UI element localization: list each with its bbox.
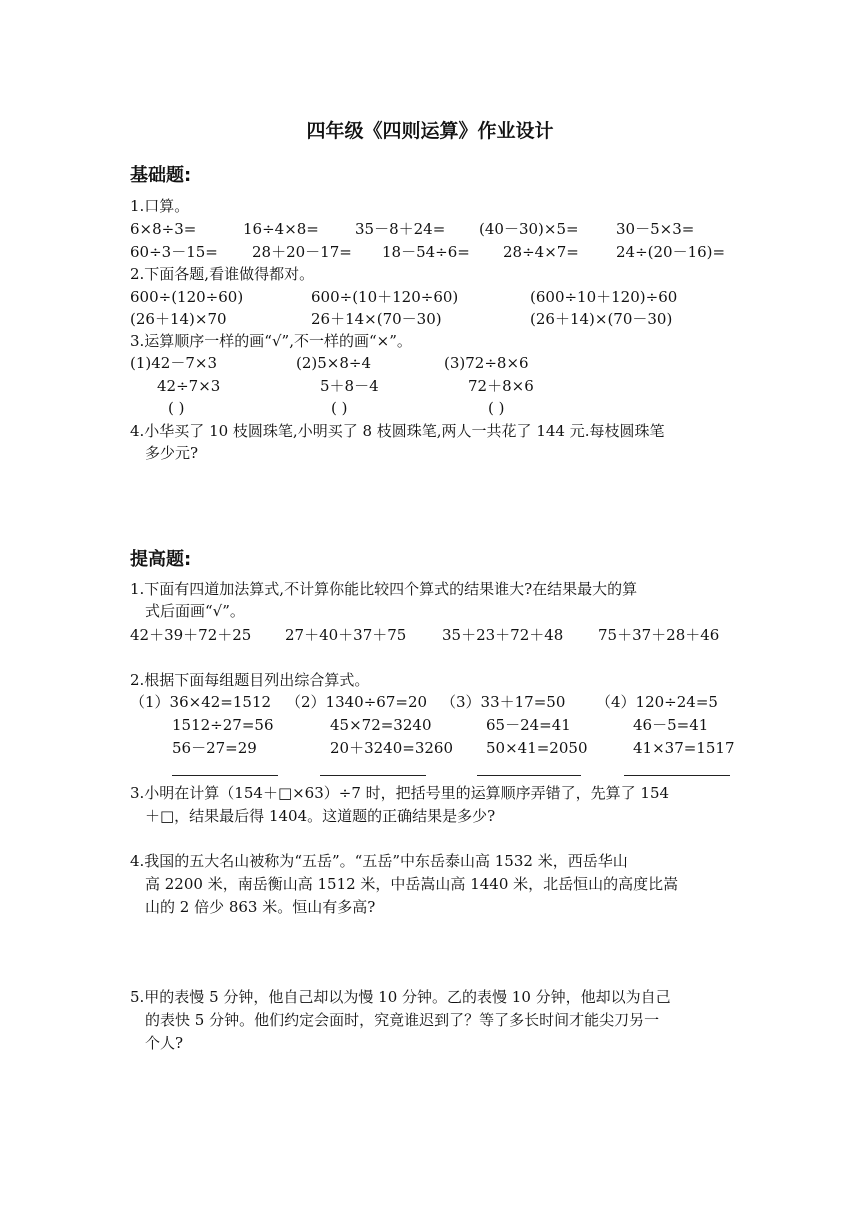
adv-q5-line: 5.甲的表慢 5 分钟，他自己却以为慢 10 分钟。乙的表慢 10 分钟，他却以为自己 — [130, 988, 671, 1006]
basic-q2-item: (26＋14)×70 — [130, 310, 227, 328]
adv-q1-line: 式后面画“√”。 — [145, 602, 245, 620]
basic-q2-item: 600÷(10＋120÷60) — [311, 288, 459, 306]
basic-q4-line: 4.小华买了 10 枝圆珠笔,小明买了 8 枝圆珠笔,两人一共花了 144 元.每枝圆珠笔 — [130, 422, 665, 440]
basic-q3-item: (2)5×8÷4 — [296, 354, 372, 372]
answer-blank — [477, 775, 581, 776]
basic-q1-item: (40－30)×5= — [479, 220, 579, 238]
basic-q1-item: 6×8÷3= — [130, 220, 197, 238]
answer-blank — [172, 775, 278, 776]
adv-q4-line: 山的 2 倍少 863 米。恒山有多高? — [145, 898, 376, 916]
adv-q2-label: 2.根据下面每组题目列出综合算式。 — [130, 671, 370, 689]
adv-q2-item: 20＋3240=3260 — [330, 739, 454, 757]
answer-blank — [320, 775, 426, 776]
basic-q1-item: 18－54÷6= — [382, 243, 470, 261]
adv-q2-item: 65－24=41 — [486, 716, 571, 734]
adv-q1-expr: 27＋40＋37＋75 — [285, 626, 407, 644]
adv-q2-item: 45×72=3240 — [330, 716, 432, 734]
adv-q2-item: 1512÷27=56 — [172, 716, 274, 734]
adv-q2-item: （4）120÷24=5 — [596, 693, 718, 711]
basic-q1-item: 28÷4×7= — [503, 243, 579, 261]
answer-paren: ( ) — [331, 399, 348, 417]
answer-blank — [624, 775, 730, 776]
basic-q1-label: 1.口算。 — [130, 197, 190, 215]
basic-q3-label: 3.运算顺序一样的画“√”,不一样的画“×”。 — [130, 332, 412, 350]
basic-q2-item: 26＋14×(70－30) — [311, 310, 442, 328]
basic-q1-item: 35－8＋24= — [355, 220, 446, 238]
basic-q3-item: (3)72÷8×6 — [444, 354, 529, 372]
basic-q3-item: (1)42－7×3 — [130, 354, 217, 372]
basic-q1-item: 24÷(20－16)= — [616, 243, 726, 261]
adv-q5-line: 的表快 5 分钟。他们约定会面时，究竟谁迟到了？等了多长时间才能尖刀另一 — [145, 1011, 660, 1029]
adv-q2-item: （2）1340÷67=20 — [286, 693, 428, 711]
adv-q5-line: 个人? — [145, 1034, 184, 1052]
basic-q2-item: (26＋14)×(70－30) — [530, 310, 673, 328]
basic-q3-item: 42÷7×3 — [157, 377, 221, 395]
basic-q1-item: 16÷4×8= — [243, 220, 319, 238]
basic-q2-label: 2.下面各题,看谁做得都对。 — [130, 265, 315, 283]
page-title: 四年级《四则运算》作业设计 — [306, 120, 554, 142]
answer-paren: ( ) — [488, 399, 505, 417]
adv-q2-item: 56－27=29 — [172, 739, 257, 757]
adv-q1-expr: 75＋37＋28＋46 — [598, 626, 720, 644]
answer-paren: ( ) — [168, 399, 185, 417]
basic-q2-item: (600÷10＋120)÷60 — [530, 288, 678, 306]
adv-q2-item: 50×41=2050 — [486, 739, 588, 757]
basic-q3-item: 72＋8×6 — [468, 377, 534, 395]
adv-q1-expr: 42＋39＋72＋25 — [130, 626, 252, 644]
adv-q1-expr: 35＋23＋72＋48 — [442, 626, 564, 644]
adv-q2-item: 46－5=41 — [633, 716, 709, 734]
basic-heading: 基础题: — [130, 165, 192, 186]
basic-q1-item: 60÷3－15= — [130, 243, 218, 261]
basic-q4-line: 多少元? — [145, 444, 199, 462]
basic-q1-item: 28＋20－17= — [252, 243, 352, 261]
adv-q2-item: （1）36×42=1512 — [130, 693, 272, 711]
basic-q1-item: 30－5×3= — [616, 220, 695, 238]
adv-q2-item: （3）33＋17=50 — [441, 693, 566, 711]
advanced-heading: 提高题: — [130, 549, 192, 570]
basic-q2-item: 600÷(120÷60) — [130, 288, 244, 306]
adv-q1-line: 1.下面有四道加法算式,不计算你能比较四个算式的结果谁大?在结果最大的算 — [130, 580, 638, 598]
adv-q4-line: 4.我国的五大名山被称为“五岳”。“五岳”中东岳泰山高 1532 米，西岳华山 — [130, 852, 628, 870]
adv-q4-line: 高 2200 米，南岳衡山高 1512 米，中岳嵩山高 1440 米，北岳恒山的高度比嵩 — [145, 875, 679, 893]
adv-q2-item: 41×37=1517 — [633, 739, 735, 757]
adv-q3-line: 3.小明在计算（154＋□×63）÷7 时，把括号里的运算顺序弄错了，先算了 154 — [130, 784, 670, 802]
basic-q3-item: 5＋8－4 — [320, 377, 379, 395]
adv-q3-line: ＋□，结果最后得 1404。这道题的正确结果是多少? — [145, 807, 496, 825]
